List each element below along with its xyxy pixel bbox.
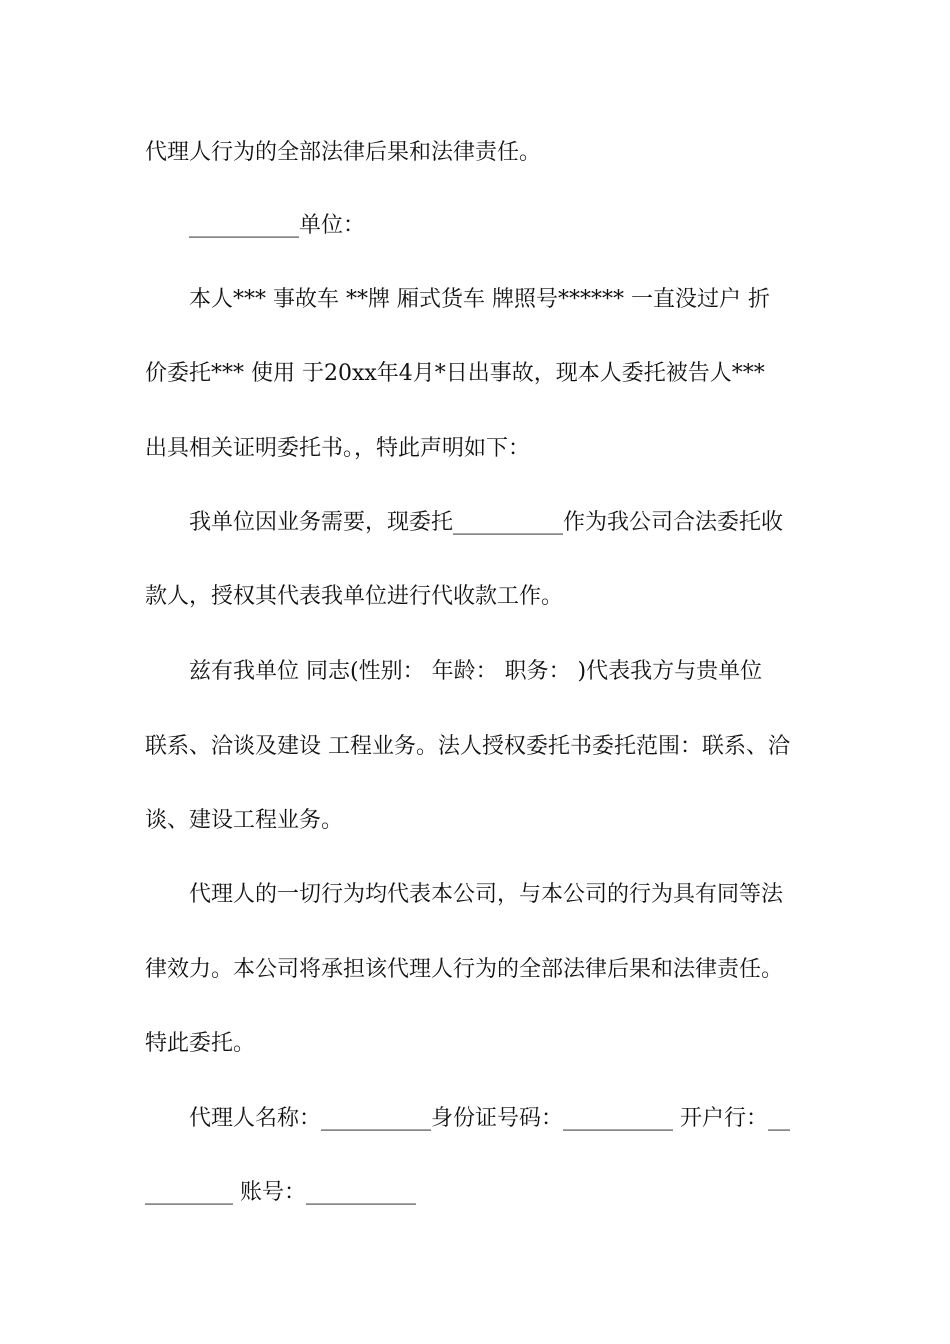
account-line: ________ 账号：__________ [145,1180,416,1205]
closing-line: 特此委托。 [145,1031,256,1056]
text-line-9: 联系、洽谈及建设 工程业务。法人授权委托书委托范围：联系、洽 [145,734,790,759]
text-line-11: 代理人的一切行为均代表本公司，与本公司的行为具有同等法 [189,882,784,907]
agent-info-line: 代理人名称：__________身份证号码：__________ 开户行：__ [189,1106,790,1131]
unit-heading-line: __________单位： [189,213,366,238]
text-line-1: 代理人行为的全部法律后果和法律责任。 [145,140,542,165]
text-line-12: 律效力。本公司将承担该代理人行为的全部法律后果和法律责任。 [145,957,784,982]
text-line-8: 兹有我单位 同志(性别： 年龄： 职务： )代表我方与贵单位 [189,659,763,684]
text-line-3: 本人*** 事故车 **牌 厢式货车 牌照号****** 一直没过户 折 [189,287,770,312]
text-line-10: 谈、建设工程业务。 [145,808,344,833]
text-line-5: 出具相关证明委托书。，特此声明如下： [145,436,531,461]
text-line-4: 价委托*** 使用 于20xx年4月*日出事故，现本人委托被告人*** [145,361,765,386]
text-line-6: 我单位因业务需要，现委托__________作为我公司合法委托收 [189,510,784,535]
text-line-7: 款人，授权其代表我单位进行代收款工作。 [145,584,564,609]
